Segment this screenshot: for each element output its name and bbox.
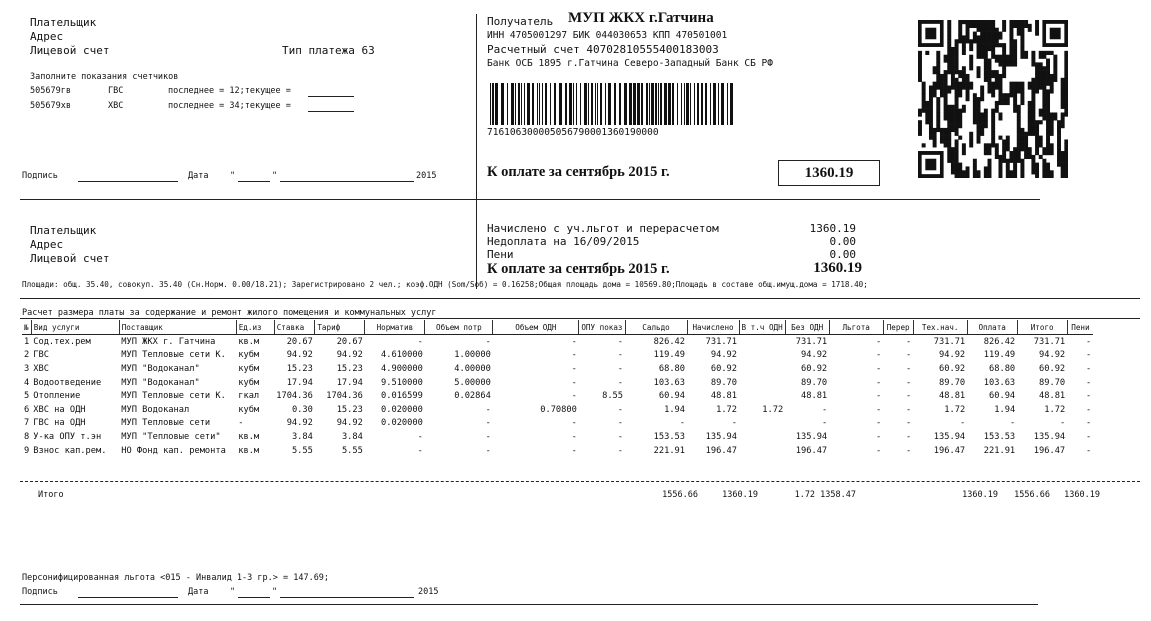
table-row bbox=[22, 335, 1093, 349]
meter-id: 505679хв bbox=[30, 101, 71, 111]
header-cell: Объем ОДН bbox=[493, 320, 579, 335]
section-divider bbox=[476, 14, 477, 289]
table-cell: 68.80 bbox=[989, 363, 1016, 374]
footer-quote-close: " bbox=[272, 587, 278, 597]
table-cell: - bbox=[905, 350, 912, 361]
meter-id: 505679гв bbox=[30, 86, 71, 96]
table-cell: 68.80 bbox=[658, 363, 686, 374]
table-cell: 0.70800 bbox=[540, 404, 577, 415]
total-sum: 1360.19 bbox=[1064, 490, 1100, 500]
table-cell: - bbox=[1085, 350, 1092, 361]
benefit-line: Персонифицированная льгота <015 - Инвалид 1-3 гр.> = 147.69; bbox=[22, 573, 330, 583]
table-cell: - bbox=[905, 404, 912, 415]
table-cell: - bbox=[417, 445, 423, 456]
table-cell: 135.94 bbox=[795, 431, 828, 442]
table-cell: МУП Водоканал bbox=[121, 404, 190, 415]
table-cell: кв.м bbox=[238, 336, 260, 347]
meter-text: последнее = 34;текущее = bbox=[168, 101, 291, 111]
table-cell: МУП ЖКХ г. Гатчина bbox=[121, 336, 216, 347]
table-cell: 731.71 bbox=[705, 336, 738, 347]
table-cell: 1.94 bbox=[664, 404, 686, 415]
table-cell: МУП "Водоканал" bbox=[121, 377, 200, 388]
footer-signature-line[interactable] bbox=[78, 597, 178, 598]
table-cell: 48.81 bbox=[801, 391, 828, 402]
table-cell: - bbox=[679, 418, 686, 429]
calc-title: Расчет размера платы за содержание и ремонт жилого помещения и коммунальных услуг bbox=[22, 308, 437, 318]
receipt-to-pay-amount: 1360.19 bbox=[813, 260, 862, 276]
table-cell: МУП Тепловые сети К. bbox=[121, 350, 226, 361]
table-cell: - bbox=[238, 418, 244, 429]
table-cell: ГВС bbox=[33, 350, 49, 361]
summary-label: Начислено с уч.льгот и перерасчетом bbox=[487, 222, 719, 235]
table-cell: - bbox=[875, 404, 882, 415]
cut-line bbox=[20, 199, 1040, 200]
table-cell: - bbox=[905, 445, 912, 456]
table-cell: - bbox=[571, 336, 577, 347]
table-cell: 0.02864 bbox=[454, 391, 491, 402]
table-cell: 731.71 bbox=[1033, 336, 1066, 347]
table-cell: МУП "Тепловые сети" bbox=[121, 431, 221, 442]
table-cell bbox=[739, 349, 785, 363]
calc-table bbox=[22, 320, 1093, 457]
header-cell: ОПУ показ bbox=[579, 320, 625, 335]
signature-line[interactable] bbox=[78, 181, 178, 182]
table-header-row bbox=[22, 320, 1093, 335]
receipt-account-label: Лицевой счет bbox=[30, 252, 110, 265]
meter-input-line[interactable] bbox=[308, 111, 354, 112]
barcode-number: 716106300005056790001360190000 bbox=[487, 127, 659, 138]
meter-row bbox=[30, 86, 71, 96]
table-cell: - bbox=[1085, 418, 1092, 429]
table-cell: 103.63 bbox=[653, 377, 686, 388]
table-cell: - bbox=[875, 377, 882, 388]
table-cell: 4 bbox=[24, 377, 30, 388]
table-cell: 5.55 bbox=[341, 445, 363, 456]
table-cell: 94.92 bbox=[1039, 350, 1066, 361]
summary-label: Пени bbox=[487, 248, 514, 261]
table-row bbox=[22, 403, 1093, 417]
table-cell: У-ка ОПУ т.эн bbox=[33, 431, 102, 442]
table-cell: - bbox=[617, 350, 624, 361]
table-cell: - bbox=[905, 363, 912, 374]
table-cell: - bbox=[571, 391, 577, 402]
table-cell: - bbox=[1085, 336, 1092, 347]
receipt-payer-label: Плательщик bbox=[30, 224, 97, 237]
table-cell: - bbox=[905, 431, 912, 442]
header-cell: Льгота bbox=[829, 320, 883, 335]
table-cell: 17.94 bbox=[336, 377, 363, 388]
address-label: Адрес bbox=[30, 30, 64, 43]
table-cell bbox=[739, 362, 785, 376]
barcode bbox=[488, 83, 736, 125]
table-cell: 2 bbox=[24, 350, 30, 361]
table-cell: кубм bbox=[238, 350, 260, 361]
payment-type: Тип платежа 63 bbox=[282, 44, 375, 57]
table-cell: 119.49 bbox=[653, 350, 686, 361]
to-pay-amount: 1360.19 bbox=[804, 164, 854, 181]
table-cell: 60.94 bbox=[989, 391, 1016, 402]
table-cell: - bbox=[875, 445, 882, 456]
table-row bbox=[22, 417, 1093, 431]
to-pay-amount-box bbox=[778, 160, 880, 186]
summary-value: 0.00 bbox=[829, 235, 856, 248]
table-cell: 60.92 bbox=[801, 363, 828, 374]
table-cell: 1.72 bbox=[762, 404, 784, 415]
table-row bbox=[22, 444, 1093, 458]
recipient-label: Получатель bbox=[487, 15, 554, 28]
total-saldo: 1556.66 bbox=[662, 490, 698, 500]
header-cell: № bbox=[22, 320, 31, 335]
table-cell: 89.70 bbox=[801, 377, 828, 388]
table-cell: 731.71 bbox=[795, 336, 828, 347]
table-cell: 0.016599 bbox=[381, 391, 423, 402]
header-cell: Тех.нач. bbox=[913, 320, 967, 335]
table-cell: - bbox=[571, 363, 577, 374]
table-cell: - bbox=[905, 418, 912, 429]
table-cell: кубм bbox=[238, 363, 260, 374]
footer-day-line[interactable] bbox=[238, 597, 270, 598]
table-cell: 94.92 bbox=[336, 350, 363, 361]
table-cell: 0.020000 bbox=[381, 404, 423, 415]
inn-line: ИНН 4705001297 БИК 044030653 КПП 470501001 bbox=[487, 30, 728, 41]
table-cell: 7 bbox=[24, 418, 30, 429]
header-cell: В т.ч ОДН bbox=[739, 320, 785, 335]
table-cell: - bbox=[485, 431, 491, 442]
table-cell: 103.63 bbox=[983, 377, 1016, 388]
table-cell: - bbox=[1085, 377, 1092, 388]
qr-code-icon bbox=[918, 20, 1068, 178]
table-cell: - bbox=[417, 336, 423, 347]
area-info-line: Площади: общ. 35.40, совокуп. 35.40 (Сн.Норм. 0.00/18.21); Зарегистрировано 2 чел.; коэф.ОДН (Som/Soб) = 0.16258;Общая площадь дома = 10569.80;Площадь в составе общ.имущ.дома = 1718.40; bbox=[22, 280, 868, 289]
table-top-line bbox=[20, 318, 1140, 319]
signature-label: Подпись bbox=[22, 171, 58, 181]
table-cell: - bbox=[617, 336, 624, 347]
table-cell: 94.92 bbox=[801, 350, 828, 361]
table-cell: 15.23 bbox=[336, 404, 363, 415]
table-cell: 3.84 bbox=[291, 431, 313, 442]
summary-label: Недоплата на 16/09/2015 bbox=[487, 235, 640, 248]
table-cell: 17.94 bbox=[286, 377, 313, 388]
table-cell: - bbox=[617, 445, 624, 456]
header-cell: Вид услуги bbox=[31, 320, 119, 335]
table-cell: - bbox=[821, 404, 828, 415]
header-cell: Объем потр bbox=[425, 320, 493, 335]
table-cell: - bbox=[905, 377, 912, 388]
table-cell: 20.67 bbox=[336, 336, 363, 347]
footer-month-line[interactable] bbox=[280, 597, 414, 598]
table-cell: 153.53 bbox=[653, 431, 686, 442]
table-cell: 89.70 bbox=[939, 377, 966, 388]
table-cell: МУП Тепловые сети К. bbox=[121, 391, 226, 402]
table-cell: - bbox=[485, 418, 491, 429]
meter-service: ГВС bbox=[108, 86, 124, 96]
recipient-name: МУП ЖКХ г.Гатчина bbox=[568, 10, 714, 26]
table-cell: 20.67 bbox=[286, 336, 313, 347]
header-cell: Сальдо bbox=[625, 320, 687, 335]
table-row bbox=[22, 430, 1093, 444]
total-divider bbox=[20, 481, 1140, 482]
table-cell: - bbox=[617, 377, 624, 388]
table-cell: 221.91 bbox=[653, 445, 686, 456]
receipt-address-label: Адрес bbox=[30, 238, 64, 251]
table-cell: 15.23 bbox=[286, 363, 313, 374]
header-cell: Перер bbox=[883, 320, 913, 335]
table-cell: 94.92 bbox=[336, 418, 363, 429]
bottom-line bbox=[20, 604, 1038, 605]
table-cell: - bbox=[485, 445, 491, 456]
table-cell: 0.020000 bbox=[381, 418, 423, 429]
total-tech: 1360.19 bbox=[962, 490, 998, 500]
date-label: Дата bbox=[188, 171, 209, 181]
table-cell: 6 bbox=[24, 404, 30, 415]
table-cell: 89.70 bbox=[710, 377, 738, 388]
table-cell: - bbox=[571, 431, 577, 442]
table-cell bbox=[739, 444, 785, 458]
table-cell: ГВС на ОДН bbox=[33, 418, 86, 429]
quote-close: " bbox=[272, 171, 278, 181]
table-cell: ХВС на ОДН bbox=[33, 404, 86, 415]
table-cell bbox=[739, 417, 785, 431]
table-cell: 89.70 bbox=[1039, 377, 1066, 388]
table-cell: 1.72 bbox=[944, 404, 966, 415]
table-cell: - bbox=[617, 418, 624, 429]
table-cell: 5 bbox=[24, 391, 30, 402]
table-cell: 94.92 bbox=[286, 418, 313, 429]
month-line[interactable] bbox=[280, 181, 414, 182]
meter-row bbox=[30, 101, 71, 111]
table-cell: 9 bbox=[24, 445, 30, 456]
summary-value: 0.00 bbox=[829, 248, 856, 261]
total-odn: 1.72 1358.47 bbox=[794, 490, 856, 500]
table-cell: 1.72 bbox=[716, 404, 738, 415]
table-cell: - bbox=[959, 418, 966, 429]
table-cell: 135.94 bbox=[705, 431, 738, 442]
table-cell: - bbox=[571, 445, 577, 456]
table-cell: 4.00000 bbox=[454, 363, 491, 374]
header-cell: Норматив bbox=[365, 320, 425, 335]
table-cell: 60.92 bbox=[1039, 363, 1066, 374]
table-cell: - bbox=[875, 391, 882, 402]
header-cell: Поставщик bbox=[119, 320, 236, 335]
table-row bbox=[22, 389, 1093, 403]
table-cell: 196.47 bbox=[705, 445, 738, 456]
table-cell: 731.71 bbox=[933, 336, 966, 347]
meter-input-line[interactable] bbox=[308, 96, 354, 97]
table-cell: 60.92 bbox=[710, 363, 738, 374]
table-cell: - bbox=[571, 418, 577, 429]
table-cell: 826.42 bbox=[983, 336, 1016, 347]
table-cell: - bbox=[485, 336, 491, 347]
table-cell bbox=[739, 389, 785, 403]
table-cell: - bbox=[875, 418, 882, 429]
table-cell: - bbox=[571, 377, 577, 388]
total-paid: 1556.66 bbox=[1014, 490, 1050, 500]
table-cell: 119.49 bbox=[983, 350, 1016, 361]
footer-quote-open: " bbox=[230, 587, 236, 597]
table-cell: Взнос кап.рем. bbox=[33, 445, 107, 456]
to-pay-label: К оплате за сентябрь 2015 г. bbox=[487, 164, 670, 180]
table-cell: - bbox=[875, 350, 882, 361]
table-cell: 135.94 bbox=[933, 431, 966, 442]
table-cell: 135.94 bbox=[1033, 431, 1066, 442]
day-line[interactable] bbox=[238, 181, 270, 182]
payer-label: Плательщик bbox=[30, 16, 97, 29]
header-cell: Тариф bbox=[315, 320, 365, 335]
table-cell: 48.81 bbox=[710, 391, 738, 402]
table-cell: 9.510000 bbox=[381, 377, 423, 388]
meter-text: последнее = 12;текущее = bbox=[168, 86, 291, 96]
table-cell: 48.81 bbox=[1039, 391, 1066, 402]
table-cell: - bbox=[905, 391, 912, 402]
table-cell: 4.610000 bbox=[381, 350, 423, 361]
table-cell: - bbox=[1085, 363, 1092, 374]
table-cell: 60.92 bbox=[939, 363, 966, 374]
footer-date-label: Дата bbox=[188, 587, 209, 597]
bank-account-line: Расчетный счет 40702810555400183003 bbox=[487, 43, 719, 56]
table-cell: 0.30 bbox=[291, 404, 313, 415]
table-cell: - bbox=[1059, 418, 1066, 429]
table-cell: 1.72 bbox=[1044, 404, 1066, 415]
table-cell: - bbox=[731, 418, 738, 429]
bank-line: Банк ОСБ 1895 г.Гатчина Северо-Западный Банк СБ РФ bbox=[487, 58, 773, 69]
table-cell: 826.42 bbox=[653, 336, 686, 347]
table-cell bbox=[739, 335, 785, 349]
table-cell: - bbox=[1085, 391, 1092, 402]
table-cell: 60.94 bbox=[658, 391, 686, 402]
table-cell bbox=[739, 376, 785, 390]
table-cell: гкал bbox=[238, 391, 260, 402]
table-cell: 94.92 bbox=[710, 350, 738, 361]
total-charged: 1360.19 bbox=[722, 490, 758, 500]
table-cell: кв.м bbox=[238, 431, 260, 442]
table-cell: Водоотведение bbox=[33, 377, 102, 388]
year: 2015 bbox=[416, 171, 437, 181]
table-cell: МУП "Водоканал" bbox=[121, 363, 200, 374]
summary-value: 1360.19 bbox=[809, 222, 856, 235]
table-cell: - bbox=[417, 431, 423, 442]
footer-signature-label: Подпись bbox=[22, 587, 58, 597]
table-cell: - bbox=[905, 336, 912, 347]
table-cell: - bbox=[1085, 431, 1092, 442]
table-cell: - bbox=[1009, 418, 1016, 429]
table-cell: ХВС bbox=[33, 363, 49, 374]
account-label: Лицевой счет bbox=[30, 44, 110, 57]
table-cell: 153.53 bbox=[983, 431, 1016, 442]
table-cell: 5.00000 bbox=[454, 377, 491, 388]
meters-title: Заполните показания счетчиков bbox=[30, 72, 179, 82]
table-cell: 94.92 bbox=[286, 350, 313, 361]
table-cell: МУП Тепловые сети bbox=[121, 418, 211, 429]
table-row bbox=[22, 349, 1093, 363]
table-row bbox=[22, 376, 1093, 390]
table-cell: 15.23 bbox=[336, 363, 363, 374]
table-cell: 3.84 bbox=[341, 431, 363, 442]
table-cell: - bbox=[875, 363, 882, 374]
table-cell: кубм bbox=[238, 377, 260, 388]
table-cell: - bbox=[1085, 445, 1092, 456]
table-cell: 196.47 bbox=[1033, 445, 1066, 456]
table-cell: - bbox=[485, 404, 491, 415]
table-cell: - bbox=[1085, 404, 1092, 415]
table-cell: - bbox=[571, 350, 577, 361]
table-cell: кубм bbox=[238, 404, 260, 415]
table-cell: 1704.36 bbox=[276, 391, 313, 402]
header-cell: Итого bbox=[1017, 320, 1067, 335]
header-cell: Ставка bbox=[274, 320, 315, 335]
table-row bbox=[22, 362, 1093, 376]
section-divider-line bbox=[20, 298, 1140, 299]
table-cell: 196.47 bbox=[795, 445, 828, 456]
table-cell: 3 bbox=[24, 363, 30, 374]
footer-year: 2015 bbox=[418, 587, 439, 597]
table-cell: Отопление bbox=[33, 391, 81, 402]
table-cell: кв.м bbox=[238, 445, 260, 456]
total-label: Итого bbox=[38, 490, 64, 500]
table-cell: Сод.тех.рем bbox=[33, 336, 91, 347]
table-cell: - bbox=[821, 418, 828, 429]
table-cell: 1.00000 bbox=[454, 350, 491, 361]
table-cell: - bbox=[617, 363, 624, 374]
header-cell: Без ОДН bbox=[785, 320, 829, 335]
header-cell: Ед.из bbox=[236, 320, 274, 335]
table-cell: 48.81 bbox=[939, 391, 966, 402]
table-cell: - bbox=[617, 404, 624, 415]
table-cell: - bbox=[875, 431, 882, 442]
table-cell: 196.47 bbox=[933, 445, 966, 456]
header-cell: Начислено bbox=[687, 320, 739, 335]
table-cell: 8.55 bbox=[602, 391, 624, 402]
meter-service: ХВС bbox=[108, 101, 124, 111]
table-cell: 5.55 bbox=[291, 445, 313, 456]
header-cell: Оплата bbox=[967, 320, 1017, 335]
table-cell: 1704.36 bbox=[326, 391, 363, 402]
table-cell: НО Фонд кап. ремонта bbox=[121, 445, 226, 456]
table-cell: - bbox=[617, 431, 624, 442]
receipt-to-pay-label: К оплате за сентябрь 2015 г. bbox=[487, 261, 670, 277]
table-cell: 4.900000 bbox=[381, 363, 423, 374]
header-cell: Пени bbox=[1067, 320, 1093, 335]
table-cell: 1.94 bbox=[994, 404, 1016, 415]
quote-open: " bbox=[230, 171, 236, 181]
table-cell: 1 bbox=[24, 336, 30, 347]
table-cell bbox=[739, 430, 785, 444]
table-cell: 221.91 bbox=[983, 445, 1016, 456]
table-cell: - bbox=[875, 336, 882, 347]
table-cell: 94.92 bbox=[939, 350, 966, 361]
table-cell: 8 bbox=[24, 431, 30, 442]
